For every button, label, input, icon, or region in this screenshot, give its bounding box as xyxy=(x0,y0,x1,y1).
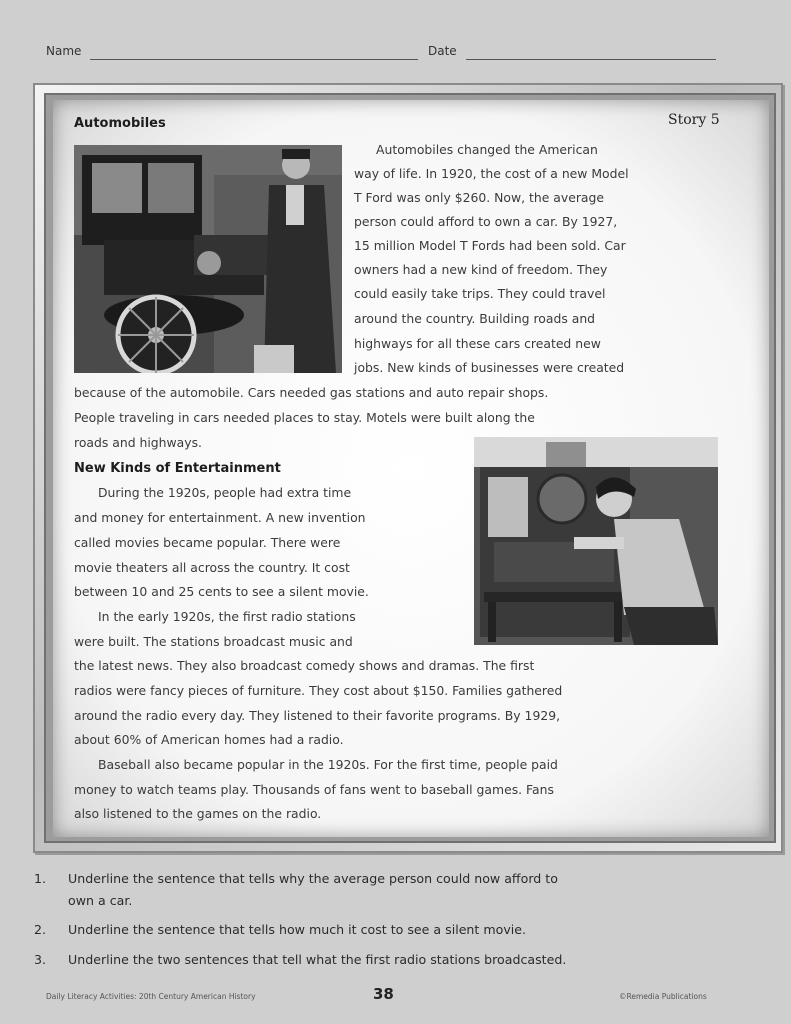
article-line: During the 1920s, people had extra time xyxy=(98,485,352,500)
footer-book-title: Daily Literacy Activities: 20th Century American History xyxy=(46,992,256,1001)
article-line: were built. The stations broadcast music and xyxy=(74,634,353,649)
article-line: owners had a new kind of freedom. They xyxy=(354,262,608,277)
question-text: Underline the sentence that tells how much it cost to see a silent movie. xyxy=(68,922,527,937)
story-label: Story 5 xyxy=(668,112,720,128)
question-number: 3. xyxy=(34,952,47,967)
article-line: around the radio every day. They listened to their favorite programs. By 1929, xyxy=(74,708,561,723)
article-line: also listened to the games on the radio. xyxy=(74,806,322,821)
footer-publisher: ©Remedia Publications xyxy=(619,992,707,1001)
article-line: around the country. Building roads and xyxy=(354,311,596,326)
question-text: Underline the sentence that tells why the average person could now afford to xyxy=(68,871,558,886)
article-line: radios were fancy pieces of furniture. They cost about $150. Families gathered xyxy=(74,683,563,698)
article-line: jobs. New kinds of businesses were created xyxy=(354,360,625,375)
name-line[interactable] xyxy=(90,59,418,60)
article-line: the latest news. They also broadcast comedy shows and dramas. The first xyxy=(74,658,535,673)
radio-photo xyxy=(474,437,718,645)
date-line[interactable] xyxy=(466,59,716,60)
article-line: could easily take trips. They could travel xyxy=(354,286,606,301)
article-line: People traveling in cars needed places to stay. Motels were built along the xyxy=(74,410,535,425)
article-line: Baseball also became popular in the 1920s. For the first time, people paid xyxy=(98,757,558,772)
article-line: about 60% of American homes had a radio. xyxy=(74,732,344,747)
article-line: T Ford was only $260. Now, the average xyxy=(354,190,604,205)
article-line: called movies became popular. There were xyxy=(74,535,341,550)
name-label: Name xyxy=(46,44,82,58)
article-line: way of life. In 1920, the cost of a new Model xyxy=(354,166,629,181)
article-line: and money for entertainment. A new invention xyxy=(74,510,366,525)
question-number: 1. xyxy=(34,871,47,886)
article-line: between 10 and 25 cents to see a silent movie. xyxy=(74,584,369,599)
article-line: person could afford to own a car. By 1927, xyxy=(354,214,618,229)
model-t-photo xyxy=(74,145,342,373)
article-line: 15 million Model T Fords had been sold. Car xyxy=(354,238,626,253)
article-line: because of the automobile. Cars needed gas stations and auto repair shops. xyxy=(74,385,549,400)
question-text: Underline the two sentences that tell what the first radio stations broadcasted. xyxy=(68,952,567,967)
question-number: 2. xyxy=(34,922,47,937)
article-title: Automobiles xyxy=(74,116,166,131)
article-line: money to watch teams play. Thousands of fans went to baseball games. Fans xyxy=(74,782,554,797)
article-line: roads and highways. xyxy=(74,435,202,450)
date-label: Date xyxy=(428,44,457,58)
article-line: movie theaters all across the country. It cost xyxy=(74,560,350,575)
section-heading-entertainment: New Kinds of Entertainment xyxy=(74,461,281,476)
article-line: Automobiles changed the American xyxy=(376,142,598,157)
name-date-header xyxy=(46,44,726,66)
question-text: own a car. xyxy=(68,893,133,908)
article-line: highways for all these cars created new xyxy=(354,336,601,351)
article-line: In the early 1920s, the first radio stations xyxy=(98,609,356,624)
page-number: 38 xyxy=(373,985,394,1003)
